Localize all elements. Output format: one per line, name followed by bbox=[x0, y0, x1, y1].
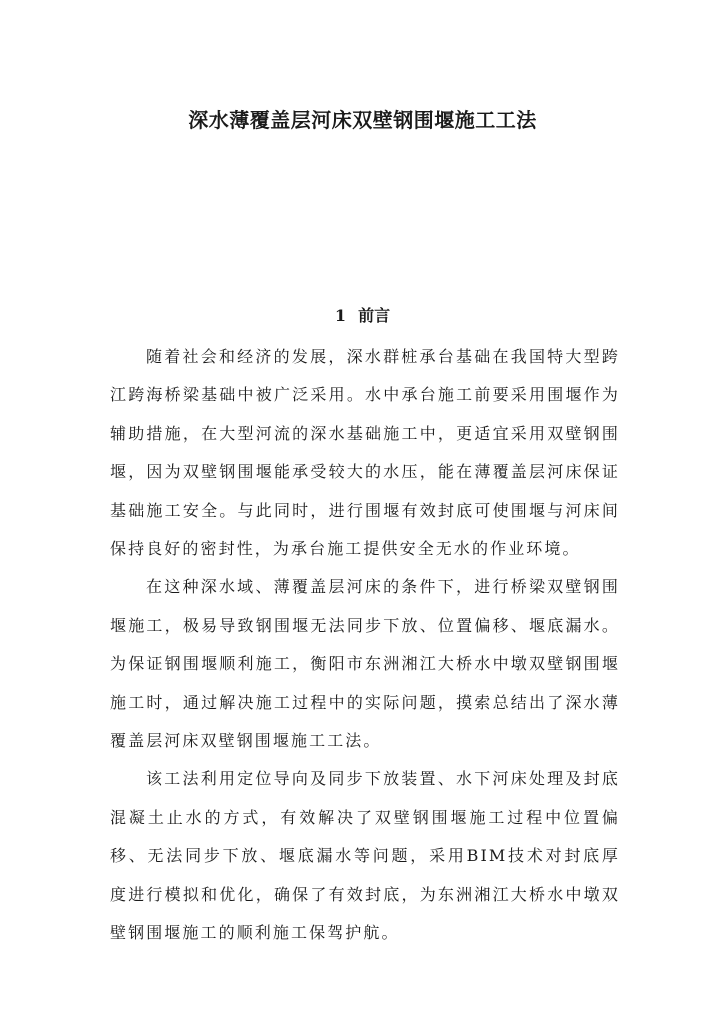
section-title: 前言 bbox=[358, 306, 391, 325]
document-title: 深水薄覆盖层河床双壁钢围堰施工工法 bbox=[188, 108, 537, 132]
paragraph-2: 在这种深水域、薄覆盖层河床的条件下，进行桥梁双壁钢围堰施工，极易导致钢围堰无法同步下放、位置偏移、堰底漏水。为保证钢围堰顺利施工，衡阳市东洲湘江大桥水中墩双壁钢围堰施工时，通过解决施工过程中的实际问题，摸索总结出了深水薄覆盖层河床双壁钢围堰施工工法。 bbox=[110, 577, 620, 751]
section-heading bbox=[0, 303, 725, 326]
paragraph-3: 该工法利用定位导向及同步下放装置、水下河床处理及封底混凝土止水的方式，有效解决了双壁钢围堰施工过程中位置偏移、无法同步下放、堰底漏水等问题，采用BIM技术对封底厚度进行模拟和优化，确保了有效封底，为东洲湘江大桥水中墩双壁钢围堰施工的顺利施工保驾护航。 bbox=[110, 769, 620, 943]
body-text bbox=[110, 338, 620, 953]
section-number: 1 bbox=[334, 306, 347, 325]
paragraph-1: 随着社会和经济的发展，深水群桩承台基础在我国特大型跨江跨海桥梁基础中被广泛采用。水中承台施工前要采用围堰作为辅助措施，在大型河流的深水基础施工中，更适宜采用双壁钢围堰，因为双壁钢围堰能承受较大的水压，能在薄覆盖层河床保证基础施工安全。与此同时，进行围堰有效封底可使围堰与河床间保持良好的密封性，为承台施工提供安全无水的作业环境。 bbox=[110, 347, 620, 559]
